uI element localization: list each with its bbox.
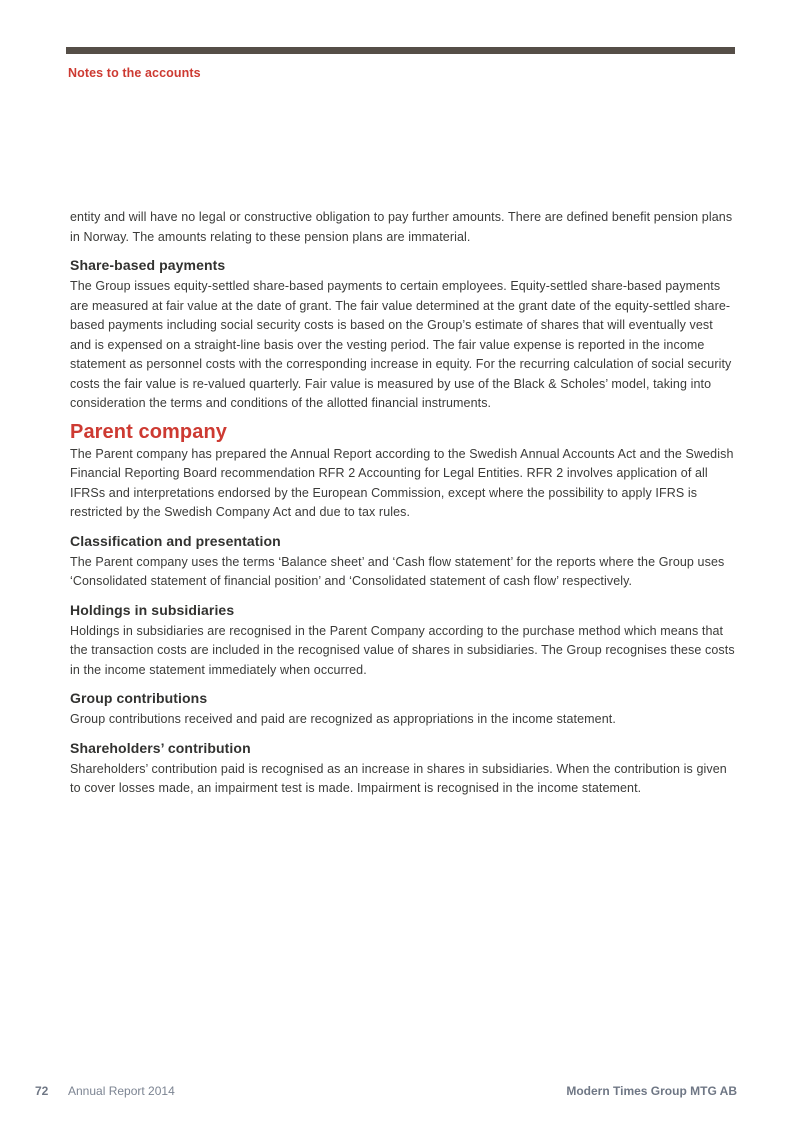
- heading-share-based-payments: Share-based payments: [70, 257, 226, 273]
- paragraph-share-based-payments: The Group issues equity-settled share-based payments to certain employees. Equity-settled share-based payments are measured at fair value at the date of grant. The fair value determined at the grant date of the equity-settled share-based payments including social security costs is based on the Group’s estimate of shares that will eventually vest and is expensed on a straight-line basis over the vesting period. The fair value expense is reported in the income statement as personnel costs with the corresponding increase in equity. For the recurring calculation of social security costs the fair value is re-valued quarterly. Fair value is measured by use of the Black & Scholes’ model, taking into consideration the terms and conditions of the allotted financial instruments.: [70, 279, 732, 410]
- notes-content: [70, 208, 737, 799]
- paragraph-parent-company: The Parent company has prepared the Annual Report according to the Swedish Annual Accounts Act and the Swedish Financial Reporting Board recommendation RFR 2 Accounting for Legal Entities. RFR 2 involves application of all IFRSs and interpretations endorsed by the European Commission, except where the possibility to apply IFRS is restricted by the Swedish Company Act and due to tax rules.: [70, 446, 734, 519]
- heading-shareholders-contribution: Shareholders’ contribution: [70, 739, 251, 756]
- page-footer: [0, 1084, 800, 1104]
- footer-page-number: 72: [35, 1084, 49, 1098]
- footer-report-title: Annual Report 2014: [68, 1084, 175, 1098]
- paragraph-classification-presentation: The Parent company uses the terms ‘Balance sheet’ and ‘Cash flow statement’ for the reports where the Group uses ‘Consolidated statement of financial position’ and ‘Consolidated statement of cash flow’ respectively.: [70, 554, 725, 588]
- top-rule-divider: [66, 47, 735, 54]
- paragraph-shareholders-contribution: Shareholders’ contribution paid is recognised as an increase in shares in subsidiaries. When the contribution is given to cover losses made, an impairment test is made. Impairment is recognised in the income statement.: [70, 761, 727, 795]
- heading-classification-presentation: Classification and presentation: [70, 532, 281, 549]
- paragraph-holdings-subsidiaries: Holdings in subsidiaries are recognised in the Parent Company according to the purchase method which means that the transaction costs are included in the recognised value of shares in subsidiaries. The Group recognises these costs in the income statement immediately when occurred.: [70, 623, 735, 677]
- heading-parent-company: Parent company: [70, 420, 228, 443]
- heading-group-contributions: Group contributions: [70, 690, 208, 706]
- paragraph-group-contributions: Group contributions received and paid are recognized as appropriations in the income statement.: [70, 712, 616, 726]
- section-kicker: Notes to the accounts: [68, 66, 201, 80]
- footer-company-name: Modern Times Group MTG AB: [566, 1084, 737, 1098]
- paragraph-pension-continuation: entity and will have no legal or constructive obligation to pay further amounts. There are defined benefit pension plans in Norway. The amounts relating to these pension plans are immaterial.: [70, 210, 733, 244]
- heading-holdings-subsidiaries: Holdings in subsidiaries: [70, 601, 235, 618]
